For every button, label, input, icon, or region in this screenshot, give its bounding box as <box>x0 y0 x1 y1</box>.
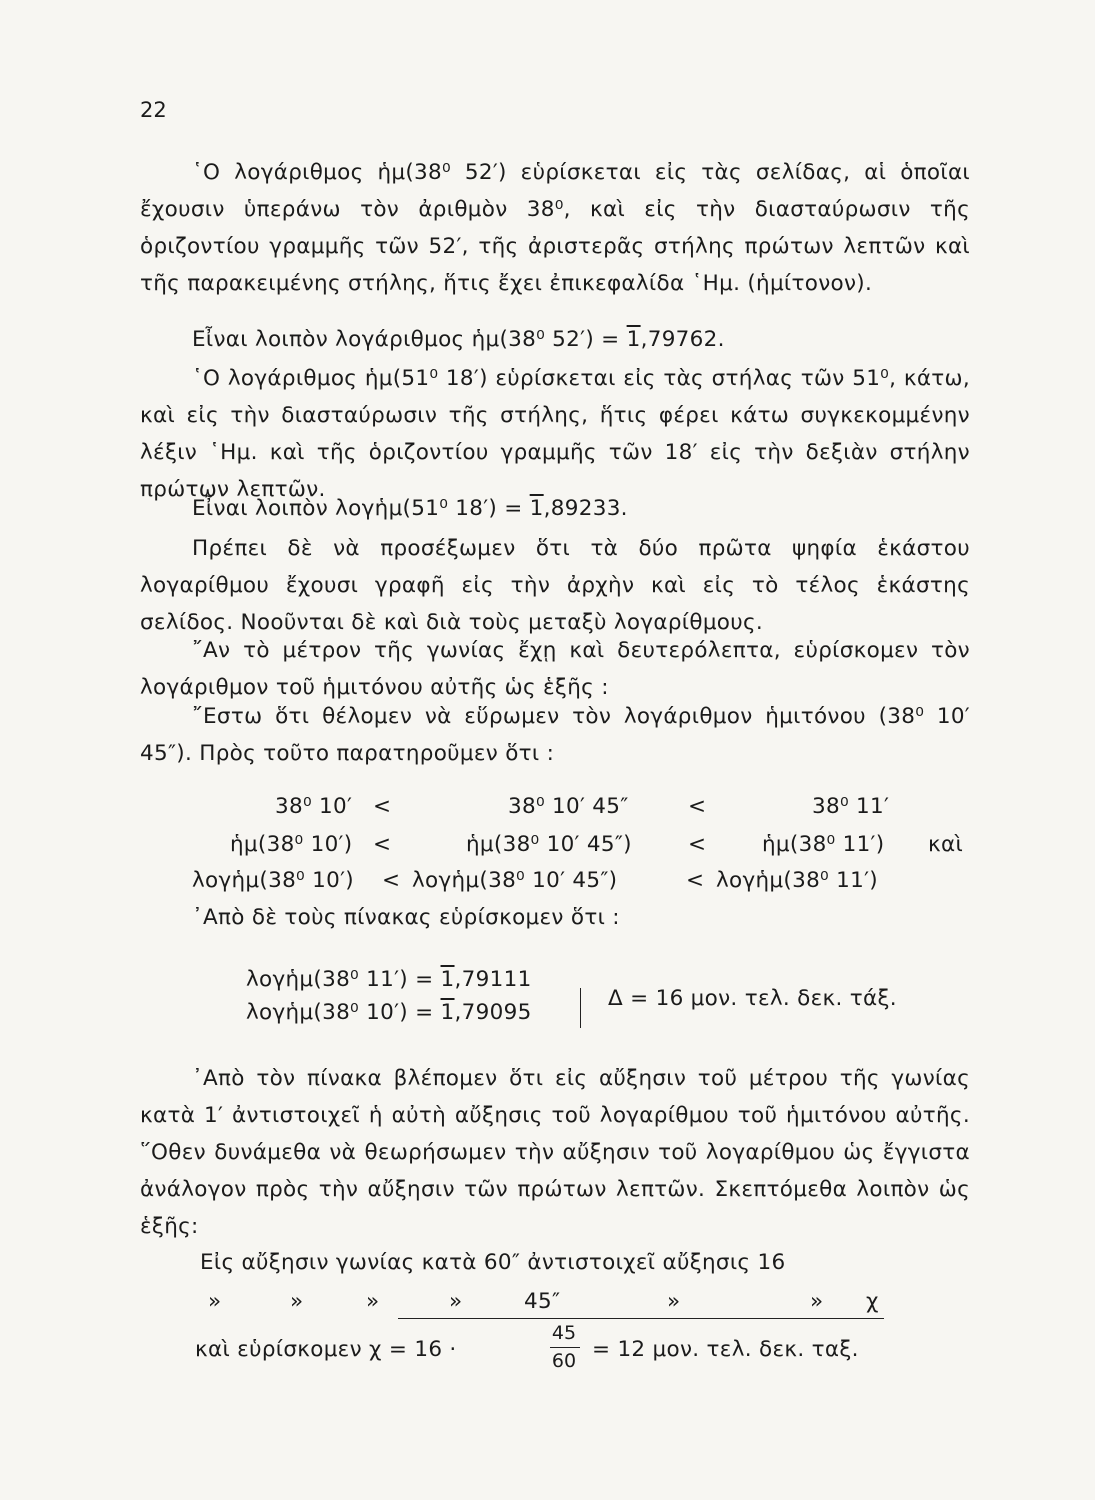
logval-row-2-bar-digit: 1 <box>440 1000 455 1025</box>
logval-row-1-bar-digit: 1 <box>440 967 455 992</box>
paragraph-9: ᾿Απὸ τὸν πίνακα βλέπομεν ὅτι εἰς αὔξησιν τοῦ μέτρου τῆς γωνίας κατὰ 1′ ἀντιστοιχεῖ ἡ αὐτὴ αὔξησις τοῦ λογαρίθμου τοῦ ἡμιτόνου αὐτῆς. ῞Οθεν δυνάμεθα νὰ θεωρήσωμεν τὴν αὔξησιν τοῦ λογαρίθμου ὡς ἔγγιστα ἀνάλογον πρὸς τὴν αὔξησιν τῶν πρώτων λεπτῶν. Σκεπτόμεθα λοιπὸν ὡς ἑξῆς: <box>140 1066 970 1239</box>
logval-row-1 <box>246 965 532 995</box>
logval-row-2-label: λογἡμ(38⁰ 10′) = <box>246 1000 441 1025</box>
paragraph-7: ῎Εστω ὅτι θέλομεν νὰ εὕρωμεν τὸν λογάριθμον ἡμιτόνου (38⁰ 10′ 45″). Πρὸς τοῦτο παρατηροῦμεν ὅτι : <box>140 704 970 766</box>
cmp-r2-c: ἡμ(38⁰ 11′) <box>762 832 885 857</box>
proportion-unknown: χ <box>866 1289 879 1314</box>
p4-bar-digit: 1 <box>529 496 544 521</box>
paragraph-3: ῾Ο λογάριθμος ἡμ(51⁰ 18′) εὑρίσκεται εἰς τὰς στήλας τῶν 51⁰, κάτω, καὶ εἰς τὴν διασταύρωσιν τῆς στήλης, ἥτις φέρει κάτω συγκεκομμένην λέξιν ῾Ημ. καὶ τῆς ὁριζοντίου γραμμῆς τῶν 18′ εἰς τὴν δεξιὰν στήλην πρώτων λεπτῶν. <box>140 366 970 502</box>
delta-text: Δ = 16 μον. τελ. δεκ. τάξ. <box>608 986 897 1011</box>
proportion-seconds: 45″ <box>524 1289 561 1314</box>
paragraph-6: ῎Αν τὸ μέτρον τῆς γωνίας ἔχῃ καὶ δευτερόλεπτα, εὑρίσκομεν τὸν λογάριθμον τοῦ ἡμιτόνου αὐτῆς ὡς ἑξῆς : <box>140 638 970 700</box>
frac-numerator: 45 <box>551 1322 577 1344</box>
cmp-r3-op1: < <box>382 868 401 893</box>
logval-row-2 <box>246 998 532 1028</box>
cmp-r3-c: λογἡμ(38⁰ 11′) <box>716 868 878 893</box>
cmp-r3-op2: < <box>686 868 705 893</box>
result-post: = 12 μον. τελ. δεκ. ταξ. <box>592 1337 859 1362</box>
cmp-r2-b: ἡμ(38⁰ 10′ 45″) <box>466 832 632 857</box>
ditto-5: » <box>667 1289 681 1314</box>
p2-bar-digit: 1 <box>626 327 641 352</box>
cmp-r2-tail: καὶ <box>928 832 964 857</box>
ditto-3: » <box>366 1289 380 1314</box>
cmp-r2-op1: < <box>373 832 392 857</box>
cmp-r1-b: 38⁰ 10′ 45″ <box>508 794 629 819</box>
cmp-r2-a: ἡμ(38⁰ 10′) <box>230 832 353 857</box>
ditto-1: » <box>208 1289 222 1314</box>
page-number: 22 <box>140 98 167 122</box>
frac-denominator: 60 <box>551 1350 577 1372</box>
cmp-r1-c: 38⁰ 11′ <box>812 794 890 819</box>
cmp-r1-op2: < <box>688 794 707 819</box>
result-pre: καὶ εὑρίσκομεν χ = 16 · <box>195 1337 457 1362</box>
ditto-2: » <box>290 1289 304 1314</box>
frac-bar <box>550 1347 580 1348</box>
paragraph-4 <box>192 494 628 524</box>
paragraph-1: ῾Ο λογάριθμος ἡμ(38⁰ 52′) εὑρίσκεται εἰς τὰς σελίδας, αἱ ὁποῖαι ἔχουσιν ὑπεράνω τὸν ἀριθμὸν 38⁰, καὶ εἰς τὴν διασταύρωσιν τῆς ὁριζοντίου γραμμῆς τῶν 52′, τῆς ἀριστερᾶς στήλης πρώτων λεπτῶν καὶ τῆς παρακειμένης στήλης, ἥτις ἔχει ἐπικεφαλίδα ῾Ημ. (ἡμίτονον). <box>140 160 970 296</box>
logval-row-1-value: ,79111 <box>454 967 532 992</box>
cmp-r3-b: λογἡμ(38⁰ 10′ 45″) <box>412 868 618 893</box>
logval-row-2-value: ,79095 <box>454 1000 532 1025</box>
brace-mark <box>580 988 587 1028</box>
cmp-r1-op1: < <box>373 794 392 819</box>
logval-row-1-label: λογἡμ(38⁰ 11′) = <box>246 967 441 992</box>
p4-value: ,89233. <box>543 496 628 521</box>
p2-value: ,79762. <box>640 327 725 352</box>
paragraph-8: ᾿Απὸ δὲ τοὺς πίνακας εὑρίσκομεν ὅτι : <box>192 905 620 930</box>
proportion-rule <box>398 1318 884 1319</box>
cmp-r3-a: λογἡμ(38⁰ 10′) <box>192 868 354 893</box>
paragraph-2 <box>192 325 725 355</box>
proportion-line-1: Εἰς αὔξησιν γωνίας κατὰ 60″ ἀντιστοιχεῖ αὔξησις 16 <box>200 1250 786 1275</box>
ditto-6: » <box>810 1289 824 1314</box>
p2-text: Εἶναι λοιπὸν λογάριθμος ἡμ(38⁰ 52′) = <box>192 327 627 352</box>
paragraph-5: Πρέπει δὲ νὰ προσέξωμεν ὅτι τὰ δύο πρῶτα ψηφία ἑκάστου λογαρίθμου ἔχουσι γραφῆ εἰς τὴν ἀρχὴν καὶ εἰς τὸ τέλος ἑκάστης σελίδος. Νοοῦνται δὲ καὶ διὰ τοὺς μεταξὺ λογαρίθμους. <box>140 536 970 635</box>
cmp-r2-op2: < <box>688 832 707 857</box>
p4-text: Εἶναι λοιπὸν λογἡμ(51⁰ 18′) = <box>192 496 530 521</box>
cmp-r1-a: 38⁰ 10′ <box>275 794 353 819</box>
ditto-4: » <box>449 1289 463 1314</box>
